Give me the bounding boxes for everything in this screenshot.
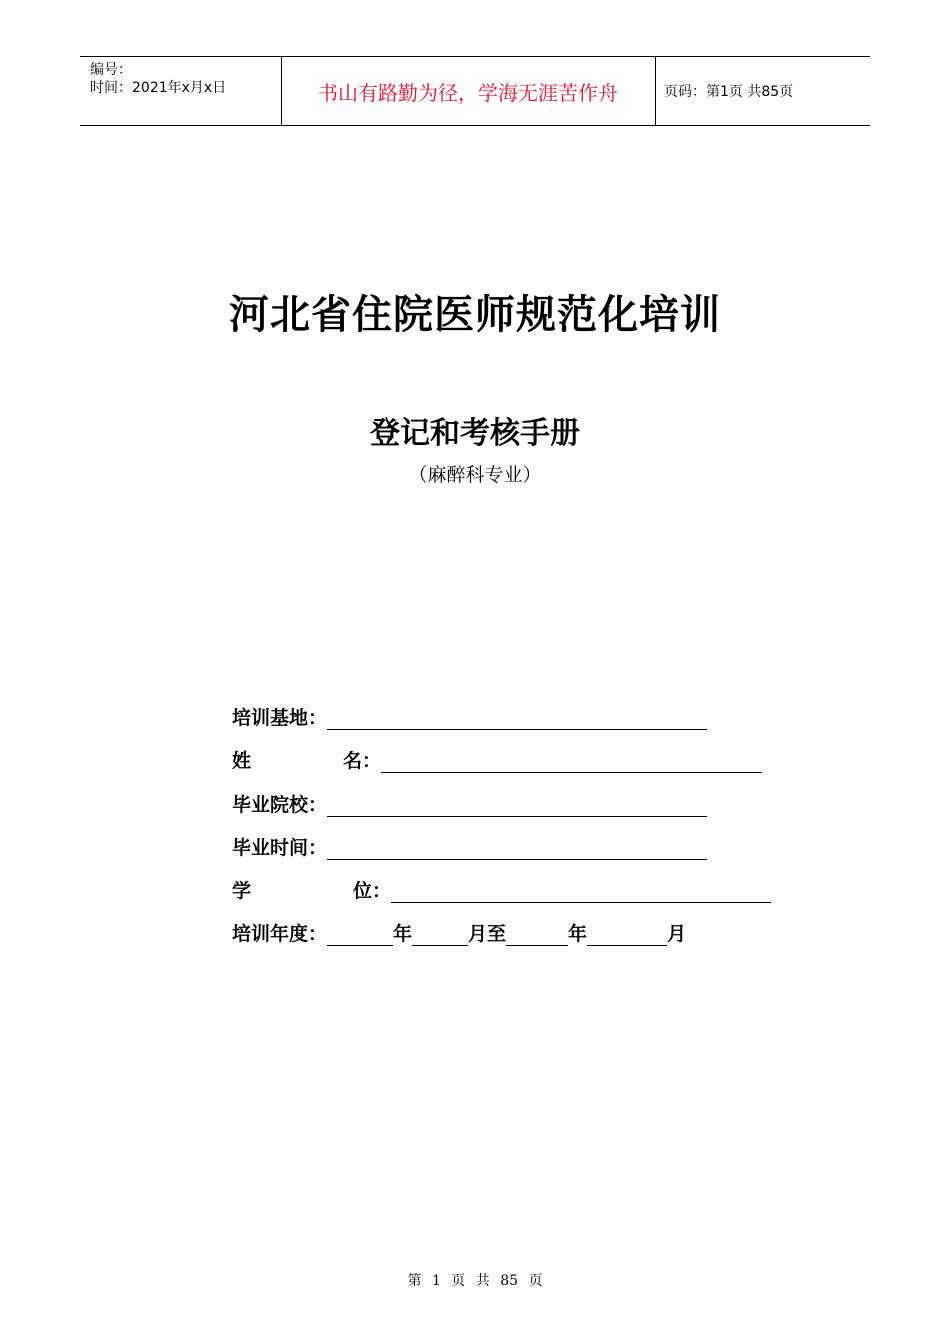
year-unit: 年 <box>393 923 413 945</box>
degree-field[interactable] <box>391 882 771 903</box>
header-meta <box>90 61 226 97</box>
header-page-info: 页码：第1页 共85页 <box>664 84 794 100</box>
school-label: 毕业院校： <box>232 794 328 816</box>
document-time-label: 时间：2021年x月x日 <box>90 80 227 96</box>
month-to-label: 月至 <box>468 923 507 945</box>
training-base-label: 培训基地： <box>232 707 328 729</box>
header-motto: 书山有路勤为径，学海无涯苦作舟 <box>318 80 618 105</box>
training-base-field[interactable] <box>327 709 707 730</box>
specialty-label: （麻醉科专业） <box>408 464 542 486</box>
name-label-second: 名： <box>343 750 382 772</box>
end-month-field[interactable] <box>587 925 667 946</box>
training-base-row <box>232 704 707 732</box>
year-unit-2: 年 <box>568 923 588 945</box>
header-divider <box>655 57 656 125</box>
sub-title: 登记和考核手册 <box>370 416 580 451</box>
month-unit: 月 <box>667 923 687 945</box>
page-footer: 第 1 页 共 85 页 <box>407 1273 543 1289</box>
header-table <box>80 56 870 126</box>
end-year-field[interactable] <box>506 925 568 946</box>
school-row <box>232 791 707 819</box>
training-year-label: 培训年度： <box>232 923 328 945</box>
name-field[interactable] <box>381 752 762 773</box>
grad-time-label: 毕业时间： <box>232 837 328 859</box>
main-title: 河北省住院医师规范化培训 <box>229 292 721 338</box>
start-month-field[interactable] <box>412 925 468 946</box>
name-label-first: 姓 <box>232 750 252 772</box>
school-field[interactable] <box>327 796 707 817</box>
name-row <box>232 747 762 775</box>
training-year-row <box>232 920 686 948</box>
grad-time-row <box>232 834 707 862</box>
degree-label-first: 学 <box>232 880 252 902</box>
degree-row <box>232 877 771 905</box>
document-number-label: 编号： <box>90 62 132 78</box>
degree-label-second: 位： <box>353 880 392 902</box>
grad-time-field[interactable] <box>327 839 707 860</box>
start-year-field[interactable] <box>327 925 393 946</box>
